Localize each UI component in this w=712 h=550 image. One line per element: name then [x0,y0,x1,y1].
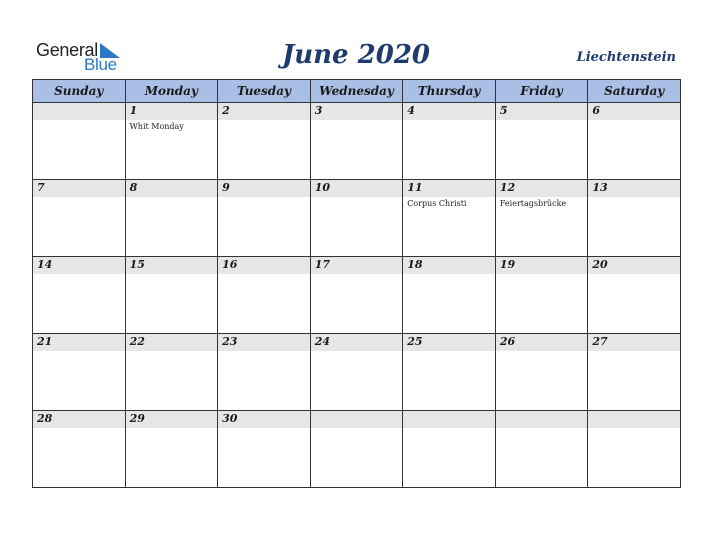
calendar-day-cell [588,334,681,411]
day-number-bar [218,334,310,351]
day-number: 13 [592,181,608,194]
calendar-day-cell [218,411,311,488]
weekday-header-friday: Friday [495,80,588,103]
day-number: 21 [37,335,53,348]
logo-text-general: General [36,40,98,60]
weekday-header-row [33,80,681,103]
day-number-bar [588,257,680,274]
day-number: 22 [129,335,145,348]
calendar-week-row [33,103,681,180]
day-number: 17 [314,258,330,271]
calendar-day-cell [218,180,311,257]
day-number: 28 [37,412,53,425]
calendar-day-cell [218,334,311,411]
day-number-bar [588,180,680,197]
calendar-day-cell [125,180,218,257]
day-number: 24 [314,335,330,348]
calendar-day-cell [310,334,403,411]
day-number: 1 [129,104,138,117]
day-number: 5 [499,104,508,117]
day-number: 26 [499,335,516,348]
calendar-day-cell [33,257,126,334]
day-number-bar [33,257,125,274]
calendar-day-cell [403,103,496,180]
day-number-bar [126,411,218,428]
day-number-bar [496,180,588,197]
calendar-day-cell [403,180,496,257]
calendar-week-row [33,334,681,411]
day-number-bar [126,103,218,120]
calendar-day-cell [495,103,588,180]
day-number-bar [311,334,403,351]
weekday-header-sunday: Sunday [33,80,126,103]
holiday-label: Whit Monday [129,122,184,131]
day-number-bar [311,411,403,428]
day-number: 19 [499,258,516,271]
day-number-bar [496,257,588,274]
calendar-day-cell [125,334,218,411]
day-number: 11 [407,181,423,194]
day-number-bar [588,103,680,120]
day-number-bar [33,103,125,120]
day-number-bar [311,180,403,197]
day-number: 29 [129,412,145,425]
calendar-day-cell [125,257,218,334]
day-number-bar [218,411,310,428]
day-number: 30 [222,412,238,425]
calendar-week-row [33,180,681,257]
calendar-day-cell [588,103,681,180]
calendar-day-cell [33,103,126,180]
day-number: 18 [407,258,423,271]
calendar-day-cell [495,411,588,488]
calendar-day-cell [125,103,218,180]
day-number: 15 [129,258,145,271]
holiday-label: Feiertagsbrücke [499,199,567,208]
calendar-day-cell [403,334,496,411]
calendar-day-cell [403,411,496,488]
weekday-header-saturday: Saturday [588,80,681,103]
day-number-bar [218,180,310,197]
day-number: 14 [37,258,53,271]
day-number: 27 [592,335,608,348]
day-number: 6 [592,104,601,117]
day-number-bar [126,257,218,274]
calendar-day-cell [588,180,681,257]
day-number-bar [496,334,588,351]
day-number-bar [311,103,403,120]
day-number: 4 [407,104,415,117]
day-number-bar [218,103,310,120]
calendar-day-cell [588,257,681,334]
day-number: 25 [407,335,423,348]
calendar-grid [32,79,681,488]
calendar-week-row [33,257,681,334]
weekday-header-tuesday: Tuesday [218,80,311,103]
day-number: 8 [129,181,138,194]
country-label: Liechtenstein [576,50,676,65]
page-title: June 2020 [281,40,431,70]
calendar-day-cell [495,334,588,411]
calendar-day-cell [495,257,588,334]
weekday-header-monday: Monday [125,80,218,103]
day-number-bar [403,180,495,197]
calendar-week-row [33,411,681,488]
calendar-day-cell [310,180,403,257]
day-number-bar [403,334,495,351]
day-number-bar [218,257,310,274]
day-number-bar [126,180,218,197]
day-number: 23 [222,335,238,348]
day-number-bar [496,103,588,120]
day-number: 20 [592,258,608,271]
day-number-bar [311,257,403,274]
day-number-bar [33,180,125,197]
day-number: 7 [37,181,45,194]
day-number-bar [588,411,680,428]
day-number-bar [33,334,125,351]
calendar-day-cell [310,103,403,180]
calendar-day-cell [33,180,126,257]
day-number: 3 [314,104,323,117]
day-number: 16 [222,258,238,271]
calendar-day-cell [33,411,126,488]
calendar-day-cell [403,257,496,334]
day-number: 10 [314,181,330,194]
calendar-day-cell [218,257,311,334]
day-number: 2 [222,104,230,117]
calendar-day-cell [588,411,681,488]
day-number-bar [403,257,495,274]
weekday-header-wednesday: Wednesday [310,80,403,103]
day-number-bar [588,334,680,351]
weekday-header-thursday: Thursday [403,80,496,103]
day-number-bar [403,103,495,120]
calendar-day-cell [310,411,403,488]
calendar-day-cell [125,411,218,488]
day-number: 9 [222,181,230,194]
day-number-bar [496,411,588,428]
holiday-label: Corpus Christi [407,199,467,208]
day-number-bar [33,411,125,428]
day-number-bar [403,411,495,428]
calendar-day-cell [310,257,403,334]
logo-text-blue: Blue [84,55,117,74]
calendar-day-cell [218,103,311,180]
calendar-day-cell [495,180,588,257]
calendar-day-cell [33,334,126,411]
day-number-bar [126,334,218,351]
day-number: 12 [499,181,516,194]
